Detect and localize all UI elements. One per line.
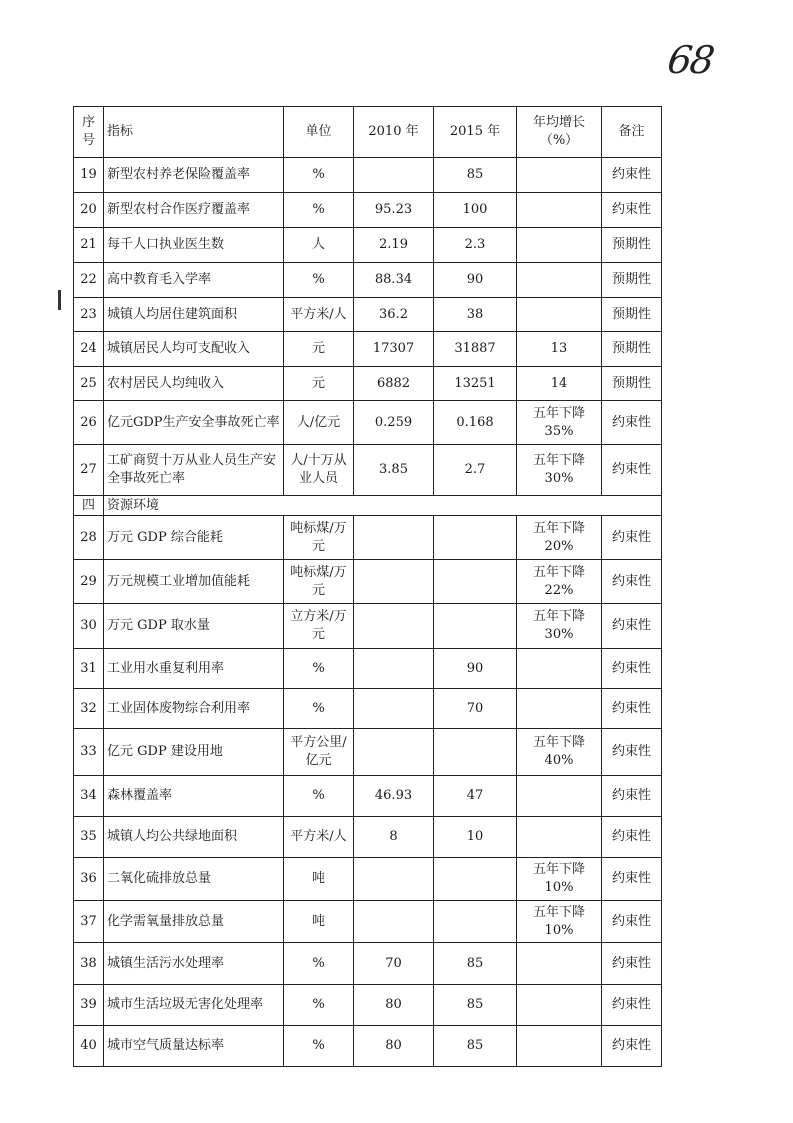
table-row xyxy=(74,604,662,649)
cell-unit: 吨标煤/万元 xyxy=(284,560,354,604)
cell-2015 xyxy=(434,858,517,901)
cell-no: 27 xyxy=(74,445,104,496)
table-row xyxy=(74,445,662,496)
cell-2010 xyxy=(354,516,434,560)
cell-unit: 吨 xyxy=(284,858,354,901)
cell-unit: 平方米/人 xyxy=(284,298,354,332)
cell-no: 39 xyxy=(74,985,104,1026)
header-2015: 2015 年 xyxy=(434,107,517,158)
cell-note: 约束性 xyxy=(602,158,662,193)
cell-note: 约束性 xyxy=(602,776,662,817)
cell-unit: 元 xyxy=(284,332,354,367)
cell-2010: 8 xyxy=(354,817,434,858)
cell-unit: 平方公里/亿元 xyxy=(284,729,354,776)
cell-growth: 五年下降35% xyxy=(517,401,602,445)
cell-indicator: 万元规模工业增加值能耗 xyxy=(104,560,284,604)
cell-indicator: 城镇人均居住建筑面积 xyxy=(104,298,284,332)
table-row xyxy=(74,228,662,263)
cell-no: 20 xyxy=(74,193,104,228)
cell-2015: 70 xyxy=(434,689,517,729)
cell-growth xyxy=(517,649,602,689)
section-row xyxy=(74,496,662,516)
cell-no: 34 xyxy=(74,776,104,817)
cell-note: 预期性 xyxy=(602,228,662,263)
cell-2015: 10 xyxy=(434,817,517,858)
cell-no: 31 xyxy=(74,649,104,689)
cell-2010: 6882 xyxy=(354,367,434,401)
cell-no: 19 xyxy=(74,158,104,193)
cell-unit: % xyxy=(284,985,354,1026)
cell-unit: 人/十万从业人员 xyxy=(284,445,354,496)
table-row xyxy=(74,858,662,901)
table-row xyxy=(74,401,662,445)
cell-2010: 17307 xyxy=(354,332,434,367)
cell-note: 约束性 xyxy=(602,729,662,776)
cell-unit: % xyxy=(284,776,354,817)
cell-2015: 2.7 xyxy=(434,445,517,496)
cell-2010 xyxy=(354,689,434,729)
cell-growth xyxy=(517,776,602,817)
table-row xyxy=(74,158,662,193)
table-row xyxy=(74,263,662,298)
cell-indicator: 城镇生活污水处理率 xyxy=(104,943,284,985)
cell-unit: 元 xyxy=(284,367,354,401)
cell-no: 32 xyxy=(74,689,104,729)
cell-note: 约束性 xyxy=(602,401,662,445)
cell-2015 xyxy=(434,604,517,649)
cell-no: 38 xyxy=(74,943,104,985)
cell-note: 约束性 xyxy=(602,516,662,560)
cell-2015: 85 xyxy=(434,1026,517,1067)
cell-unit: % xyxy=(284,649,354,689)
cell-unit: 人/亿元 xyxy=(284,401,354,445)
cell-unit: 吨 xyxy=(284,901,354,943)
cell-note: 约束性 xyxy=(602,817,662,858)
page-number: 68 xyxy=(664,38,716,82)
cell-growth: 五年下降30% xyxy=(517,604,602,649)
cell-growth xyxy=(517,985,602,1026)
cell-2015: 90 xyxy=(434,649,517,689)
cell-note: 约束性 xyxy=(602,689,662,729)
cell-2015 xyxy=(434,729,517,776)
cell-indicator: 高中教育毛入学率 xyxy=(104,263,284,298)
cell-note: 预期性 xyxy=(602,298,662,332)
cell-2010: 36.2 xyxy=(354,298,434,332)
cell-unit: 立方米/万元 xyxy=(284,604,354,649)
cell-growth xyxy=(517,158,602,193)
table-row xyxy=(74,298,662,332)
cell-note: 约束性 xyxy=(602,1026,662,1067)
header-2010: 2010 年 xyxy=(354,107,434,158)
cell-2010: 95.23 xyxy=(354,193,434,228)
cell-growth xyxy=(517,1026,602,1067)
cell-2010: 70 xyxy=(354,943,434,985)
cell-2010 xyxy=(354,560,434,604)
cell-note: 约束性 xyxy=(602,943,662,985)
scan-mark xyxy=(58,290,61,310)
table-row xyxy=(74,689,662,729)
table-row xyxy=(74,516,662,560)
cell-2015: 85 xyxy=(434,985,517,1026)
cell-unit: % xyxy=(284,1026,354,1067)
cell-2015: 38 xyxy=(434,298,517,332)
cell-unit: % xyxy=(284,158,354,193)
cell-2010 xyxy=(354,158,434,193)
table-row xyxy=(74,943,662,985)
cell-no: 26 xyxy=(74,401,104,445)
cell-indicator: 亿元 GDP 建设用地 xyxy=(104,729,284,776)
table-row xyxy=(74,367,662,401)
table-row xyxy=(74,193,662,228)
cell-2015: 100 xyxy=(434,193,517,228)
cell-growth xyxy=(517,193,602,228)
indicators-table xyxy=(73,106,662,1067)
cell-indicator: 万元 GDP 取水量 xyxy=(104,604,284,649)
cell-indicator: 化学需氧量排放总量 xyxy=(104,901,284,943)
cell-2010: 80 xyxy=(354,985,434,1026)
cell-indicator: 城市空气质量达标率 xyxy=(104,1026,284,1067)
cell-2010 xyxy=(354,604,434,649)
cell-no: 22 xyxy=(74,263,104,298)
cell-growth xyxy=(517,689,602,729)
table-row xyxy=(74,776,662,817)
cell-unit: % xyxy=(284,689,354,729)
cell-no: 33 xyxy=(74,729,104,776)
cell-note: 约束性 xyxy=(602,649,662,689)
table-row xyxy=(74,332,662,367)
cell-growth: 五年下降20% xyxy=(517,516,602,560)
cell-indicator: 每千人口执业医生数 xyxy=(104,228,284,263)
cell-2015: 2.3 xyxy=(434,228,517,263)
cell-2010 xyxy=(354,858,434,901)
cell-indicator: 农村居民人均纯收入 xyxy=(104,367,284,401)
table-row xyxy=(74,901,662,943)
table-row xyxy=(74,1026,662,1067)
cell-no: 23 xyxy=(74,298,104,332)
cell-2015 xyxy=(434,901,517,943)
cell-unit: 吨标煤/万元 xyxy=(284,516,354,560)
cell-2010: 80 xyxy=(354,1026,434,1067)
header-growth: 年均增长（%） xyxy=(517,107,602,158)
cell-2010 xyxy=(354,649,434,689)
cell-2015: 47 xyxy=(434,776,517,817)
section-number: 四 xyxy=(74,496,104,516)
table-body xyxy=(74,158,662,1067)
cell-indicator: 新型农村养老保险覆盖率 xyxy=(104,158,284,193)
cell-growth xyxy=(517,263,602,298)
header-unit: 单位 xyxy=(284,107,354,158)
section-title: 资源环境 xyxy=(104,496,662,516)
cell-unit: % xyxy=(284,943,354,985)
table-row xyxy=(74,729,662,776)
cell-2010: 88.34 xyxy=(354,263,434,298)
cell-indicator: 城镇人均公共绿地面积 xyxy=(104,817,284,858)
cell-unit: % xyxy=(284,263,354,298)
table-row xyxy=(74,985,662,1026)
cell-no: 29 xyxy=(74,560,104,604)
table-row xyxy=(74,817,662,858)
cell-2015: 31887 xyxy=(434,332,517,367)
header-indicator: 指标 xyxy=(104,107,284,158)
cell-growth: 14 xyxy=(517,367,602,401)
cell-2015: 13251 xyxy=(434,367,517,401)
cell-2010: 0.259 xyxy=(354,401,434,445)
cell-2010: 46.93 xyxy=(354,776,434,817)
cell-no: 40 xyxy=(74,1026,104,1067)
cell-indicator: 城市生活垃圾无害化处理率 xyxy=(104,985,284,1026)
cell-indicator: 万元 GDP 综合能耗 xyxy=(104,516,284,560)
cell-2015: 90 xyxy=(434,263,517,298)
cell-note: 预期性 xyxy=(602,263,662,298)
cell-growth: 五年下降10% xyxy=(517,901,602,943)
cell-indicator: 城镇居民人均可支配收入 xyxy=(104,332,284,367)
table-row xyxy=(74,649,662,689)
cell-no: 21 xyxy=(74,228,104,263)
cell-note: 约束性 xyxy=(602,858,662,901)
cell-indicator: 亿元GDP生产安全事故死亡率 xyxy=(104,401,284,445)
cell-2010 xyxy=(354,729,434,776)
cell-2015 xyxy=(434,516,517,560)
cell-indicator: 工矿商贸十万从业人员生产安全事故死亡率 xyxy=(104,445,284,496)
cell-unit: % xyxy=(284,193,354,228)
cell-no: 24 xyxy=(74,332,104,367)
cell-growth: 五年下降22% xyxy=(517,560,602,604)
cell-2015: 0.168 xyxy=(434,401,517,445)
cell-2015: 85 xyxy=(434,943,517,985)
cell-note: 约束性 xyxy=(602,604,662,649)
cell-2010 xyxy=(354,901,434,943)
cell-no: 35 xyxy=(74,817,104,858)
cell-unit: 人 xyxy=(284,228,354,263)
cell-2015 xyxy=(434,560,517,604)
cell-growth xyxy=(517,298,602,332)
cell-2010: 3.85 xyxy=(354,445,434,496)
cell-unit: 平方米/人 xyxy=(284,817,354,858)
table-row xyxy=(74,560,662,604)
cell-note: 预期性 xyxy=(602,332,662,367)
cell-growth xyxy=(517,943,602,985)
cell-no: 30 xyxy=(74,604,104,649)
cell-growth: 五年下降10% xyxy=(517,858,602,901)
cell-indicator: 工业用水重复利用率 xyxy=(104,649,284,689)
cell-no: 28 xyxy=(74,516,104,560)
cell-note: 约束性 xyxy=(602,445,662,496)
cell-note: 约束性 xyxy=(602,560,662,604)
cell-growth: 13 xyxy=(517,332,602,367)
cell-indicator: 工业固体废物综合利用率 xyxy=(104,689,284,729)
cell-indicator: 二氧化硫排放总量 xyxy=(104,858,284,901)
cell-note: 预期性 xyxy=(602,367,662,401)
header-no: 序号 xyxy=(74,107,104,158)
cell-indicator: 新型农村合作医疗覆盖率 xyxy=(104,193,284,228)
cell-growth: 五年下降30% xyxy=(517,445,602,496)
header-row xyxy=(74,107,662,158)
cell-2010: 2.19 xyxy=(354,228,434,263)
header-note: 备注 xyxy=(602,107,662,158)
cell-growth: 五年下降40% xyxy=(517,729,602,776)
cell-indicator: 森林覆盖率 xyxy=(104,776,284,817)
cell-no: 37 xyxy=(74,901,104,943)
cell-growth xyxy=(517,228,602,263)
cell-note: 约束性 xyxy=(602,901,662,943)
cell-no: 36 xyxy=(74,858,104,901)
cell-2015: 85 xyxy=(434,158,517,193)
cell-note: 约束性 xyxy=(602,985,662,1026)
cell-no: 25 xyxy=(74,367,104,401)
cell-note: 约束性 xyxy=(602,193,662,228)
cell-growth xyxy=(517,817,602,858)
